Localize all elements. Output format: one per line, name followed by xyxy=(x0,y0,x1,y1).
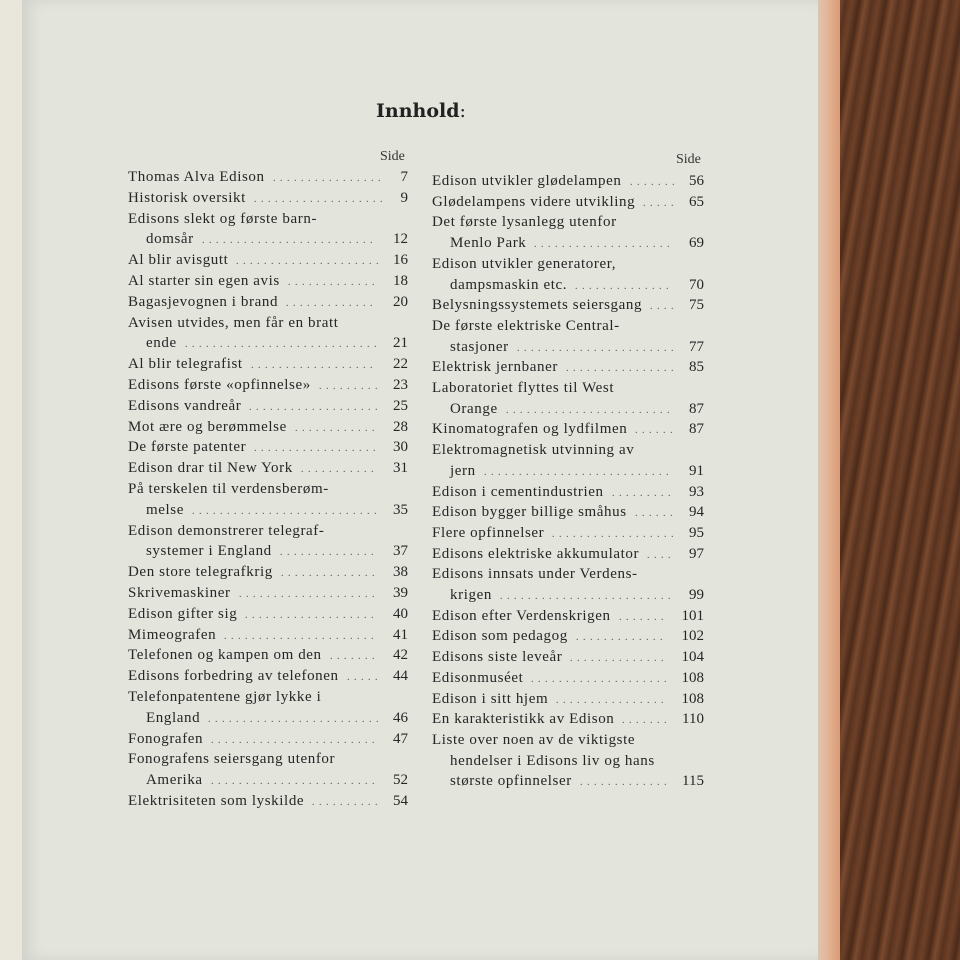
dot-leader: . . . . . . . . . . . . . . . . . . . . xyxy=(531,673,668,685)
toc-entry-page: 12 xyxy=(393,231,408,248)
toc-entry-title: Edison utvikler generatorer, xyxy=(432,255,617,272)
toc-entry xyxy=(432,544,704,564)
toc-entry-page: 20 xyxy=(393,293,408,310)
toc-entry xyxy=(432,730,704,750)
toc-entry-page: 77 xyxy=(689,338,704,355)
page-title xyxy=(376,100,466,122)
toc-entry-title: Menlo Park xyxy=(450,235,527,252)
dot-leader: . . . . . . . . . . . . . . . . . . . xyxy=(254,193,384,205)
toc-entry xyxy=(432,192,704,212)
dot-leader: . . . . . xyxy=(347,672,379,684)
toc-entry-title: hendelser i Edisons liv og hans xyxy=(450,752,655,769)
toc-entry xyxy=(432,668,704,688)
dot-leader: . . . . . . . . . . . . . . . . . . . . . . . . . . . . xyxy=(185,339,378,351)
left-side-label: Side xyxy=(380,149,405,164)
toc-entry-page: 40 xyxy=(393,605,408,622)
toc-entry xyxy=(128,666,408,686)
toc-entry-title: Edisons vandreår xyxy=(128,397,242,414)
toc-entry-page: 54 xyxy=(393,793,408,809)
toc-entry xyxy=(432,440,704,460)
toc-entry-page: 47 xyxy=(393,730,408,747)
dot-leader: . . . . . . . . . . . . . . . . . . . xyxy=(249,401,379,413)
toc-entry-title: jern xyxy=(450,462,476,479)
toc-entry xyxy=(432,523,704,543)
toc-entry-title: Avisen utvides, men får en bratt xyxy=(128,314,339,331)
dot-leader: . . . . . . . . . . . . . . . . . . . . . xyxy=(236,256,380,268)
toc-entry xyxy=(128,313,408,333)
toc-entry-page: 65 xyxy=(689,193,704,210)
dot-leader: . . . . . . . . . . . . . . . . . . . . xyxy=(239,589,376,600)
dot-leader: . . . . . . . . . . . . . . xyxy=(570,653,665,665)
toc-entry-title: Edison som pedagog xyxy=(432,628,568,645)
toc-entry-page: 102 xyxy=(681,628,704,645)
toc-entry-title: største opfinnelser xyxy=(450,773,572,790)
toc-entry-page: 42 xyxy=(393,647,408,664)
toc-entry-title: Elektromagnetisk utvinning av xyxy=(432,442,635,459)
toc-entry-title: Edison bygger billige småhus xyxy=(432,504,627,521)
toc-entry-page: 56 xyxy=(689,173,704,189)
toc-entry-page: 85 xyxy=(689,359,704,376)
toc-entry-title: På terskelen til verdensberøm- xyxy=(128,481,329,497)
dot-leader: . . . . . . . . . . . . . . xyxy=(280,547,375,559)
toc-entry-title: Edisons slekt og første barn- xyxy=(128,210,318,227)
toc-entry xyxy=(128,541,408,561)
dot-leader: . . . . . . . . . . . . . . . . . . . . . . . . . . . xyxy=(484,466,670,478)
toc-entry xyxy=(432,585,704,605)
dot-leader: . . . . . . . . . . . . . . . . . . . . . . . . . . . xyxy=(192,505,378,517)
toc-entry xyxy=(432,212,704,232)
toc-entry-title: Edison drar til New York xyxy=(128,460,293,477)
toc-entry-page: 87 xyxy=(689,400,704,417)
toc-entry xyxy=(128,271,408,291)
toc-entry xyxy=(128,396,408,416)
toc-entry xyxy=(432,606,704,626)
toc-entry-title: Telefonen og kampen om den xyxy=(128,647,322,664)
toc-entry-title: Edison demonstrerer telegraf- xyxy=(128,522,325,539)
toc-entry-page: 39 xyxy=(393,585,408,601)
toc-entry xyxy=(128,645,408,665)
dot-leader: . . . . . . . . . . . . xyxy=(295,422,376,434)
toc-entry-title: Al starter sin egen avis xyxy=(128,273,280,289)
right-side-label: Side xyxy=(676,152,701,167)
dot-leader: . . . . . . . . . . . . . . . . . . . . xyxy=(534,239,671,251)
toc-entry-title: En karakteristikk av Edison xyxy=(432,711,615,728)
dot-leader: . . . . xyxy=(647,549,672,561)
toc-entry xyxy=(128,188,408,208)
dot-leader: . . . . . . . xyxy=(619,611,665,623)
toc-entry-page: 7 xyxy=(400,169,408,185)
toc-entry-title: Edison gifter sig xyxy=(128,605,238,622)
toc-entry-title: Historisk oversikt xyxy=(128,189,246,206)
dot-leader: . . . . . . . . . . . . . . . . . . xyxy=(552,528,675,540)
dot-leader: . . . . . . . . . . . . . . . . . . . . . . xyxy=(224,630,375,642)
toc-entry-page: 9 xyxy=(400,189,408,206)
toc-entry-page: 101 xyxy=(681,607,704,624)
title-colon: : xyxy=(459,100,466,122)
toc-entry-page: 52 xyxy=(393,772,408,789)
toc-entry-title: Edisons elektriske akkumulator xyxy=(432,545,640,562)
toc-entry xyxy=(128,479,408,499)
toc-entry xyxy=(432,233,704,253)
toc-entry-title: dampsmaskin etc. xyxy=(450,276,568,293)
toc-entry xyxy=(128,250,408,270)
toc-entry xyxy=(432,461,704,481)
toc-entry xyxy=(128,500,408,520)
toc-entry-page: 30 xyxy=(393,439,408,456)
dot-leader: . . . . . . . xyxy=(330,651,376,663)
toc-entry-page: 87 xyxy=(689,421,704,438)
toc-entry-page: 18 xyxy=(393,273,408,289)
toc-entry-page: 110 xyxy=(682,711,704,728)
toc-entry xyxy=(432,399,704,419)
toc-entry xyxy=(128,333,408,353)
toc-entry-page: 25 xyxy=(393,397,408,414)
toc-entry-title: stasjoner xyxy=(450,338,509,355)
toc-entry-page: 69 xyxy=(689,235,704,252)
toc-entry-title: Glødelampens videre utvikling xyxy=(432,193,636,210)
dot-leader: . . . . . . . . . . . . . . . . . . xyxy=(251,360,374,372)
toc-entry xyxy=(128,729,408,749)
toc-entry-title: domsår xyxy=(146,231,194,248)
dot-leader: . . . . . . . . . . . . . . . . xyxy=(273,173,382,184)
toc-entry xyxy=(432,647,704,667)
toc-entry-title: Kinomatografen og lydfilmen xyxy=(432,421,628,438)
toc-entry-title: Den store telegrafkrig xyxy=(128,564,273,581)
dot-leader: . . . . . . . . . . . . . . . . . . xyxy=(254,443,377,455)
toc-entry xyxy=(128,604,408,624)
toc-entry-title: Fonografen xyxy=(128,730,204,747)
dot-leader: . . . . . . . . . xyxy=(612,487,672,499)
toc-entry-title: ende xyxy=(146,335,177,352)
toc-entry xyxy=(128,791,408,811)
toc-entry xyxy=(128,583,408,603)
toc-entry xyxy=(128,437,408,457)
toc-entry-page: 94 xyxy=(689,504,704,521)
toc-entry-page: 23 xyxy=(393,377,408,393)
toc-entry xyxy=(128,354,408,374)
dot-leader: . . . . . . . . . . . . . . . . . . . . . . . . . xyxy=(208,713,380,725)
toc-entry xyxy=(432,254,704,274)
dot-leader: . . . . . . . . . . . . . xyxy=(580,777,668,789)
toc-entry xyxy=(432,564,704,584)
toc-entry-page: 108 xyxy=(681,690,704,707)
dot-leader: . . . . . . . . . . . . . . . . . . . . . . . . xyxy=(211,734,376,746)
toc-entry-title: Liste over noen av de viktigste xyxy=(432,731,636,748)
dot-leader: . . . . . . xyxy=(635,425,674,437)
toc-entry-title: Thomas Alva Edison xyxy=(128,169,265,185)
toc-entry-title: Edisons første «opfinnelse» xyxy=(128,377,311,393)
toc-entry xyxy=(432,689,704,709)
toc-entry xyxy=(128,687,408,707)
toc-entry-page: 37 xyxy=(393,543,408,560)
dot-leader: . . . . . . . . . . . . . . xyxy=(281,568,376,580)
toc-entry-page: 46 xyxy=(393,709,408,726)
toc-entry-page: 28 xyxy=(393,418,408,435)
toc-entry-title: Elektrisiteten som lyskilde xyxy=(128,793,305,809)
toc-entry-title: De første elektriske Central- xyxy=(432,317,620,334)
toc-entry-page: 97 xyxy=(689,545,704,562)
page-fore-edge xyxy=(818,0,840,960)
toc-entry-title: Elektrisk jernbaner xyxy=(432,359,558,376)
toc-entry xyxy=(432,626,704,646)
dot-leader: . . . . . . . . . xyxy=(319,381,379,392)
toc-entry-page: 44 xyxy=(393,668,408,685)
toc-entry-page: 31 xyxy=(393,460,408,477)
toc-entry xyxy=(432,378,704,398)
toc-entry xyxy=(128,749,408,769)
title-text: Innhold xyxy=(376,100,460,122)
dot-leader: . . . . . . . . . . . . . xyxy=(576,632,664,644)
toc-entry xyxy=(432,502,704,522)
toc-entry-title: Mimeografen xyxy=(128,626,217,643)
toc-entry-page: 35 xyxy=(393,501,408,518)
toc-entry-title: Laboratoriet flyttes til West xyxy=(432,380,615,396)
dot-leader: . . . . . . . . . . . . . xyxy=(286,297,374,309)
dot-leader: . . . . . . . xyxy=(622,715,668,727)
toc-entry-page: 16 xyxy=(393,252,408,269)
toc-entry-page: 75 xyxy=(689,297,704,314)
toc-entry-title: Bagasjevognen i brand xyxy=(128,293,279,310)
dot-leader: . . . . . . . . . . xyxy=(312,797,379,808)
toc-entry xyxy=(432,171,704,191)
toc-entry-title: Edison efter Verdenskrigen xyxy=(432,607,611,624)
toc-entry-title: England xyxy=(146,709,201,726)
dot-leader: . . . . . . . xyxy=(630,177,676,188)
dot-leader: . . . . . . . . . . . . . . . . . . . xyxy=(245,609,375,621)
toc-entry-title: Telefonpatentene gjør lykke i xyxy=(128,689,322,705)
dot-leader: . . . . . . . . . . . . . xyxy=(288,277,376,288)
toc-entry xyxy=(432,709,704,729)
toc-entry-title: Al blir avisgutt xyxy=(128,252,229,269)
toc-entry-title: Edisons siste leveår xyxy=(432,649,563,666)
toc-entry-title: systemer i England xyxy=(146,543,272,560)
toc-entry-title: krigen xyxy=(450,587,492,603)
dot-leader: . . . . . . . . . . . . . . xyxy=(575,280,670,292)
toc-entry xyxy=(432,751,704,771)
toc-entry-title: Edisonmuséet xyxy=(432,669,524,686)
toc-entry xyxy=(128,209,408,229)
toc-entry-page: 38 xyxy=(393,564,408,581)
toc-entry-page: 21 xyxy=(393,335,408,352)
toc-entry xyxy=(432,337,704,357)
dot-leader: . . . . . xyxy=(643,197,675,209)
dot-leader: . . . . . . . . . . . . . . . . xyxy=(566,363,675,375)
toc-entry xyxy=(432,771,704,791)
toc-entry-page: 99 xyxy=(689,587,704,603)
toc-entry-page: 22 xyxy=(393,356,408,373)
toc-entry-page: 104 xyxy=(681,649,704,666)
dot-leader: . . . . . . . . . . . . . . . . xyxy=(556,694,665,706)
toc-entry xyxy=(432,295,704,315)
toc-entry-page: 115 xyxy=(682,773,704,790)
toc-entry-title: Skrivemaskiner xyxy=(128,585,231,601)
dot-leader: . . . . . . xyxy=(635,508,674,520)
toc-entry-page: 70 xyxy=(689,276,704,293)
toc-entry-title: Amerika xyxy=(146,772,203,789)
dot-leader: . . . . . . . . . . . . . . . . . . . . . . . . xyxy=(211,776,376,788)
dot-leader: . . . . . . . . . . . xyxy=(301,464,375,476)
toc-entry xyxy=(128,375,408,395)
dot-leader: . . . . . . . . . . . . . . . . . . . . . . . xyxy=(517,342,675,354)
toc-entry-title: Belysningssystemets seiersgang xyxy=(432,297,643,314)
dot-leader: . . . . . . . . . . . . . . . . . . . . . . . . . xyxy=(202,235,374,247)
toc-entry-page: 108 xyxy=(681,669,704,686)
toc-entry xyxy=(128,562,408,582)
toc-entry-page: 95 xyxy=(689,524,704,541)
toc-entry xyxy=(432,357,704,377)
toc-entry xyxy=(128,708,408,728)
toc-entry xyxy=(128,458,408,478)
dot-leader: . . . . . . . . . . . . . . . . . . . . . . . . . xyxy=(500,591,672,602)
toc-entry-page: 91 xyxy=(689,462,704,479)
toc-entry xyxy=(128,167,408,187)
dot-leader: . . . . xyxy=(650,301,675,313)
toc-entry-title: Fonografens seiersgang utenfor xyxy=(128,751,336,768)
toc-entry xyxy=(128,292,408,312)
toc-entry xyxy=(432,316,704,336)
toc-entry-title: Edisons forbedring av telefonen xyxy=(128,668,339,685)
toc-entry-title: Al blir telegrafist xyxy=(128,356,243,373)
dot-leader: . . . . . . . . . . . . . . . . . . . . . . . . xyxy=(506,404,671,416)
toc-entry-title: De første patenter xyxy=(128,439,247,456)
toc-entry-page: 93 xyxy=(689,483,704,500)
toc-entry-title: Edison i cementindustrien xyxy=(432,483,604,500)
toc-entry-title: Det første lysanlegg utenfor xyxy=(432,214,617,231)
toc-entry xyxy=(128,770,408,790)
toc-entry-title: Edison i sitt hjem xyxy=(432,690,549,707)
toc-entry-title: Edisons innsats under Verdens- xyxy=(432,566,638,583)
toc-entry-title: Edison utvikler glødelampen xyxy=(432,173,622,189)
toc-entry xyxy=(432,482,704,502)
toc-entry xyxy=(432,275,704,295)
toc-entry-title: Mot ære og berømmelse xyxy=(128,418,287,435)
toc-entry-page: 41 xyxy=(393,626,408,643)
wooden-table xyxy=(820,0,960,960)
toc-entry xyxy=(128,625,408,645)
toc-entry-title: Orange xyxy=(450,400,498,417)
toc-entry-title: Flere opfinnelser xyxy=(432,524,545,541)
toc-entry xyxy=(432,419,704,439)
toc-entry xyxy=(128,229,408,249)
toc-entry-title: melse xyxy=(146,501,184,518)
toc-entry xyxy=(128,417,408,437)
toc-entry xyxy=(128,521,408,541)
